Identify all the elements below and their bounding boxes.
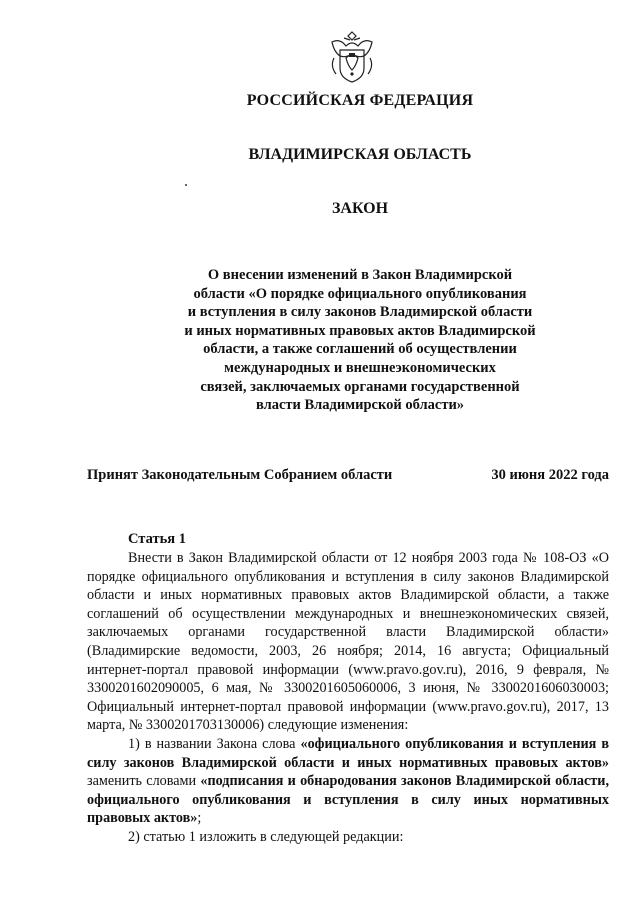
amendment-item-2: 2) статью 1 изложить в следующей редакции:: [128, 828, 404, 845]
law-title-line: и вступления в силу законов Владимирской области: [187, 304, 533, 321]
region-heading: ВЛАДИМИРСКАЯ ОБЛАСТЬ: [248, 146, 472, 163]
item1-new-wording: «подписания и обнародования законов Владимирской области, официального опубликования и вступления в силу иных нормативных правовых актов»: [87, 773, 609, 827]
adoption-date: 30 июня 2022 года: [491, 467, 609, 483]
article-body: [87, 549, 609, 847]
document-type-heading: ЗАКОН: [331, 200, 389, 217]
law-title-line: области «О порядке официального опубликования: [193, 285, 527, 302]
article-intro-paragraph: Внести в Закон Владимирской области от 12 ноября 2003 года № 108-ОЗ «О порядке официального опубликования и вступления в силу законов Владимирской области и иных нормативных правовых актов Владимирской области, а также соглашений об осуществлении международных и внешнеэкономических связей, заключаемых органами государственной власти Владимирской области» (Владимирские ведомости, 2003, 26 ноября; 2014, 16 августа; Официальный интернет-портал правовой информации (www.pravo.gov.ru), 2016, 9 февраля, № 3300201602090005, 6 мая, № 3300201605060006, 3 июня, № 3300201606030003; Официальный интернет-портал правовой информации (www.pravo.gov.ru), 2017, 13 марта, № 3300201703130006) следующие изменения:: [87, 550, 609, 734]
law-title-line: и иных нормативных правовых актов Владимирской: [184, 322, 536, 339]
law-title-line: О внесении изменений в Закон Владимирской: [207, 267, 513, 283]
stray-dot: [185, 184, 187, 186]
item1-old-wording: «официального опубликования и вступления в силу законов Владимирской области и иных нормативных правовых актов»: [87, 735, 610, 771]
country-heading: РОССИЙСКАЯ ФЕДЕРАЦИЯ: [246, 92, 474, 109]
law-title-line: области, а также соглашений об осуществлении: [203, 341, 517, 358]
law-title-line: власти Владимирской области»: [255, 397, 465, 414]
law-title-line: связей, заключаемых органами государственной: [200, 378, 520, 395]
coat-of-arms-emblem: [326, 28, 378, 86]
adopted-by: Принят Законодательным Собранием области: [87, 467, 393, 483]
adoption-line: [87, 467, 609, 484]
item1-end: ;: [197, 810, 202, 827]
law-title: [150, 266, 570, 415]
law-title-line: международных и внешнеэкономических: [224, 359, 496, 376]
item1-prefix: 1) в названии Закона слова: [128, 735, 301, 752]
item1-mid: заменить словами: [87, 773, 201, 790]
article-title: Статья 1: [128, 531, 186, 547]
amendment-item-1: [87, 735, 609, 828]
